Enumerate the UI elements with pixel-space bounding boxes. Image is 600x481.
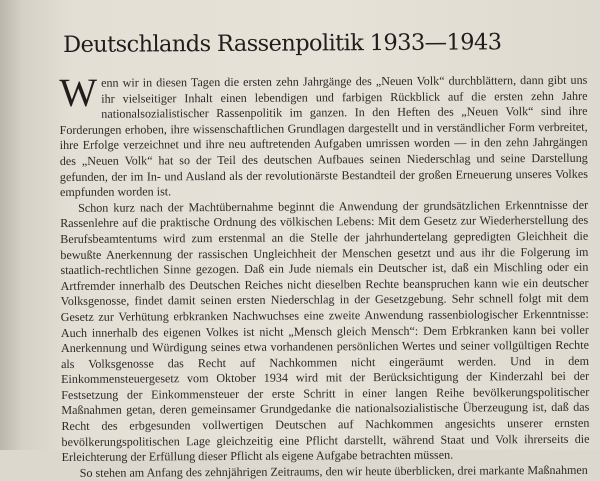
article-title: Deutschlands Rassenpolitik 1933—1943 — [63, 29, 502, 58]
article-paragraph-2: Schon kurz nach der Machtübernahme beginnt die Anwendung der grundsätzlichen Erkenntnisse der Rassenlehre auf die praktische Ordnung des völkischen Lebens: Mit dem Gesetz zur Wiederherstellung des Berufsbeamtentums wird zum erstenmal an die Stelle der jahrhundertelang gepredigten Gleichheit die bewußte Anerkennung der rassischen Ungleichheit der Menschen gesetzt und aus ihr die Folgerung im staatlich-rechtlichen Sinne gezogen. Daß ein Jude niemals ein Deutscher ist, daß ein Mischling oder ein Artfremder innerhalb des Deutschen Reiches nicht dieselben Rechte beanspruchen kann wie ein deutscher Volksgenosse, findet damit seinen ersten Niederschlag in der Gesetzgebung. Sehr schnell folgt mit dem Gesetz zur Verhütung erbkranken Nachwuchses eine zweite Anwendung rassenbiologischer Erkenntnisse: Auch innerhalb des eigenen Volkes ist nicht „Mensch gleich Mensch“: Dem Erbkranken kann bei voller Anerkennung und Würdigung seines etwa vorhandenen persönlichen Wertes und seiner vollgültigen Rechte als Volksgenosse das Recht auf Nachkommen nicht eingeräumt werden. Und in dem Einkommensteuergesetz vom Oktober 1934 wird mit der Berücksichtigung der Kinderzahl bei der Festsetzung der Einkommensteuer der erste Schritt in einer langen Reihe bevölkerungspolitischer Maßnahmen getan, deren gemeinsamer Grundgedanke die nationalsozialistische Überzeugung ist, daß das Recht des erbgesunden vollwertigen Deutschen auf Nachkommen angesichts unserer ernsten bevölkerungspolitischen Lage gleichzeitig eine Pflicht darstellt, während Staat und Volk ihrerseits die Erleichterung der Erfüllung dieser Pflicht als eigene Aufgabe betrachten müssen. — [60, 197, 590, 465]
article — [59, 27, 590, 481]
article-paragraph-3: So stehen am Anfang des zehnjährigen Zeitraums, den wir heute überblicken, drei markante Maßnahmen — [79, 462, 588, 480]
paragraph-1-text: enn wir in diesen Tagen die ersten zehn Jahrgänge des „Neuen Volk“ durchblättern, dann gibt uns ihr vielseitiger Inhalt einen lebendigen und farbigen Rückblick auf die ersten zehn Jahre nationalsozialistischer Rassenpolitik im ganzen. In den Heften des „Neuen Volk“ sind ihre Forderungen erhoben, ihre wissenschaftlichen Grundlagen dargestellt und in verständlicher Form verbreitet, ihre Erfolge verzeichnet und ihre neu auftretenden Aufgaben umrissen worden — in den zehn Jahrgängen des „Neuen Volk“ hat so der Teil des deutschen Aufbaues seinen Niederschlag und seine Darstellung gefunden, der im In- und Ausland als der revolutionärste Bestandteil der großen Erneuerung unseres Volkes empfunden worden ist. — [59, 72, 588, 200]
article-paragraph-1 — [59, 69, 588, 201]
page-gutter-shadow — [0, 0, 22, 450]
drop-cap: W — [59, 69, 98, 115]
